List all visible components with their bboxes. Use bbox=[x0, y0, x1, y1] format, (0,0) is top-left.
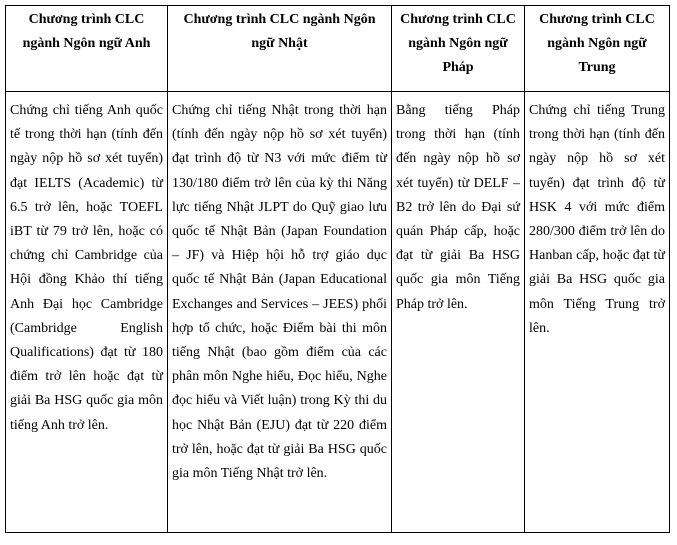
cell-japanese: Chứng chỉ tiếng Nhật trong thời hạn (tính đến ngày nộp hồ sơ xét tuyển) đạt trình độ từ N3 với mức điểm từ 130/180 điểm trở lên của kỳ thi Năng lực tiếng Nhật JLPT do Quỹ giao lưu quốc tế Nhật Bản (Japan Foundation – JF) và Hiệp hội hỗ trợ giáo dục quốc tế Nhật Bản (Japan Educational Exchanges and Services – JEES) phối hợp tổ chức, hoặc Điểm bài thi môn tiếng Nhật (bao gồm điểm của các phân môn Nghe hiểu, Đọc hiểu, Nghe đọc hiểu và Viết luận) trong Kỳ thi du học Nhật Bản (EJU) đạt từ 220 điểm trở lên, hoặc đạt từ giải Ba HSG quốc gia môn Tiếng Nhật trở lên. bbox=[168, 92, 392, 533]
page-bottom-edge bbox=[0, 538, 677, 545]
header-english: Chương trình CLC ngành Ngôn ngữ Anh bbox=[6, 6, 168, 92]
header-row bbox=[6, 6, 670, 92]
cell-french: Bằng tiếng Pháp trong thời hạn (tính đến ngày nộp hồ sơ xét tuyển) từ DELF – B2 trở lên do Đại sứ quán Pháp cấp, hoặc đạt từ giải Ba HSG quốc gia môn Tiếng Pháp trở lên. bbox=[392, 92, 525, 533]
cell-english: Chứng chỉ tiếng Anh quốc tế trong thời hạn (tính đến ngày nộp hồ sơ xét tuyển) đạt IELTS (Academic) từ 6.5 trở lên, hoặc TOEFL iBT từ 79 trở lên, hoặc có chứng chỉ Cambridge của Hội đồng Khảo thí tiếng Anh Đại học Cambridge (Cambridge English Qualifications) đạt từ 180 điểm trở lên hoặc đạt từ giải Ba HSG quốc gia môn tiếng Anh trở lên. bbox=[6, 92, 168, 533]
header-chinese: Chương trình CLC ngành Ngôn ngữ Trung bbox=[525, 6, 670, 92]
header-french: Chương trình CLC ngành Ngôn ngữ Pháp bbox=[392, 6, 525, 92]
header-japanese: Chương trình CLC ngành Ngôn ngữ Nhật bbox=[168, 6, 392, 92]
content-row bbox=[6, 92, 670, 533]
requirements-table bbox=[5, 5, 670, 533]
cell-chinese: Chứng chỉ tiếng Trung trong thời hạn (tính đến ngày nộp hồ sơ xét tuyển) đạt trình độ từ HSK 4 với mức điểm 280/300 điểm trở lên do Hanban cấp, hoặc đạt từ giải Ba HSG quốc gia môn Tiếng Trung trở lên. bbox=[525, 92, 670, 533]
